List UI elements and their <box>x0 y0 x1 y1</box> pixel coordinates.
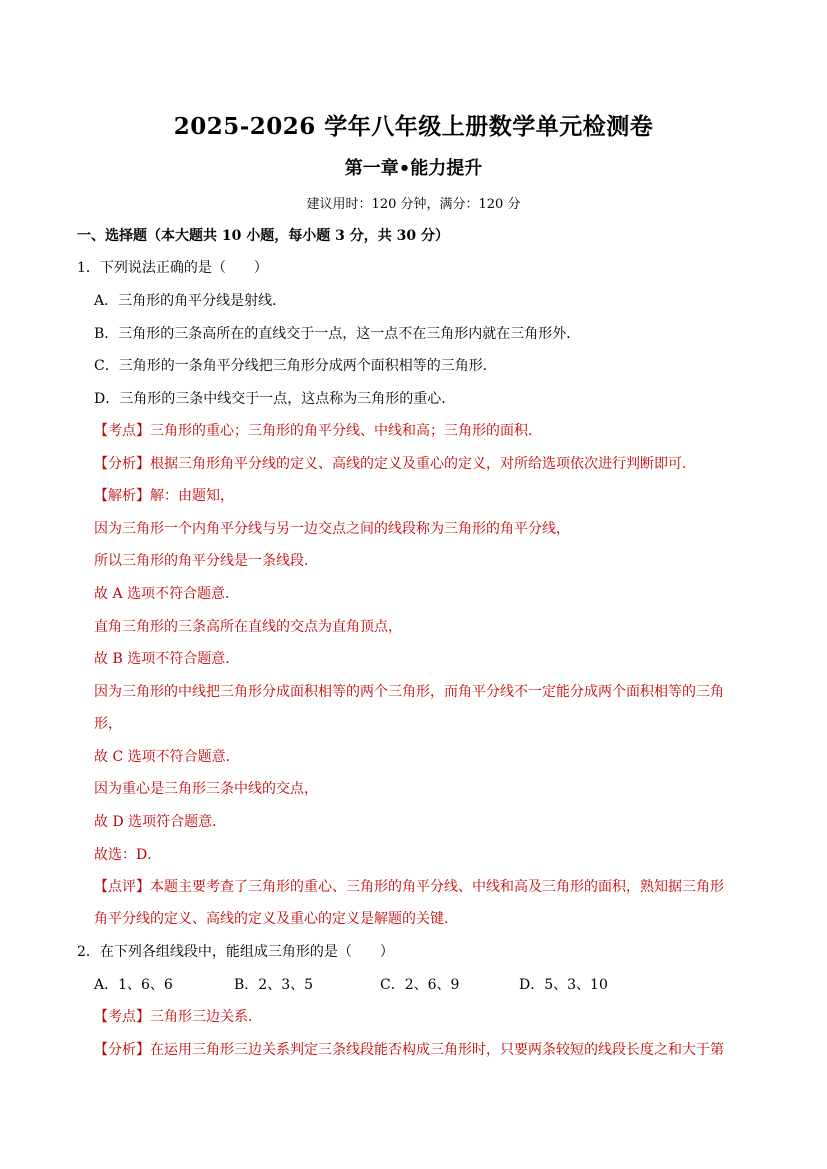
section-heading: 一、选择题（本大题共 10 小题，每小题 3 分，共 30 分） <box>77 228 449 244</box>
kaodian-text: 三角形三边关系． <box>150 1009 262 1025</box>
q1-solution-line: 故 D 选项符合题意． <box>94 814 227 830</box>
question-1-option-d: D．三角形的三条中线交于一点，这点称为三角形的重心． <box>94 391 456 407</box>
q1-solution-line: 直角三角形的三条高所在直线的交点为直角顶点， <box>94 619 402 635</box>
q1-solution-line: 故选：D． <box>94 847 162 863</box>
q2-fenxi <box>94 1040 724 1060</box>
time-score-info: 建议用时：120 分钟，满分：120 分 <box>306 197 521 212</box>
question-1-option-b: B．三角形的三条高所在的直线交于一点，这一点不在三角形内就在三角形外． <box>94 326 581 342</box>
q1-solution-line: 因为三角形一个内角平分线与另一边交点之间的线段称为三角形的角平分线， <box>94 521 570 537</box>
question-2-option-b: B．2、3、5 <box>234 977 314 993</box>
jiexi-tag: 【解析】 <box>94 488 150 504</box>
q1-solution-line: 所以三角形的角平分线是一条线段． <box>94 553 318 569</box>
question-2-option-a: A．1、6、6 <box>94 977 173 993</box>
dianping-text: 本题主要考查了三角形的重心、三角形的角平分线、中线和高及三角形的面积，熟知据三角形 <box>150 879 724 895</box>
question-2-stem: 2．在下列各组线段中，能组成三角形的是（ ） <box>77 944 394 960</box>
dianping-tag: 【点评】 <box>94 879 150 895</box>
kaodian-tag: 【考点】 <box>94 423 150 439</box>
page-subtitle: 第一章•能力提升 <box>344 158 483 179</box>
question-1-stem: 1．下列说法正确的是（ ） <box>77 260 268 276</box>
question-1-option-c: C．三角形的一条角平分线把三角形分成两个面积相等的三角形． <box>94 358 497 374</box>
question-2-option-d: D．5、3、10 <box>519 977 608 993</box>
fenxi-text: 在运用三角形三边关系判定三条线段能否构成三角形时，只要两条较短的线段长度之和大于第 <box>150 1042 724 1058</box>
q2-kaodian <box>94 1007 262 1027</box>
fenxi-tag: 【分析】 <box>94 456 150 472</box>
kaodian-tag: 【考点】 <box>94 1009 150 1025</box>
q1-dianping-cont: 角平分线的定义、高线的定义及重心的定义是解题的关键． <box>94 911 458 927</box>
q1-solution-line: 因为重心是三角形三条中线的交点， <box>94 781 318 797</box>
question-2-option-c: C．2、6、9 <box>380 977 460 993</box>
q1-solution-line: 故 A 选项不符合题意． <box>94 586 240 602</box>
kaodian-text: 三角形的重心；三角形的角平分线、中线和高；三角形的面积． <box>150 423 542 439</box>
fenxi-tag: 【分析】 <box>94 1042 150 1058</box>
q1-kaodian <box>94 421 542 441</box>
question-1-option-a: A．三角形的角平分线是射线． <box>94 293 287 309</box>
fenxi-text: 根据三角形角平分线的定义、高线的定义及重心的定义，对所给选项依次进行判断即可． <box>150 456 696 472</box>
q1-dianping <box>94 877 724 897</box>
q1-solution-line: 形， <box>94 716 122 732</box>
q1-solution-line: 因为三角形的中线把三角形分成面积相等的两个三角形，而角平分线不一定能分成两个面积相等的三角 <box>94 684 724 700</box>
q1-solution-line: 故 B 选项不符合题意． <box>94 651 240 667</box>
q1-fenxi <box>94 454 696 474</box>
page-title: 2025-2026 学年八年级上册数学单元检测卷 <box>173 113 654 140</box>
q1-solution-line: 故 C 选项不符合题意． <box>94 749 240 765</box>
q1-jiexi <box>94 486 234 506</box>
jiexi-text: 解：由题知， <box>150 488 234 504</box>
